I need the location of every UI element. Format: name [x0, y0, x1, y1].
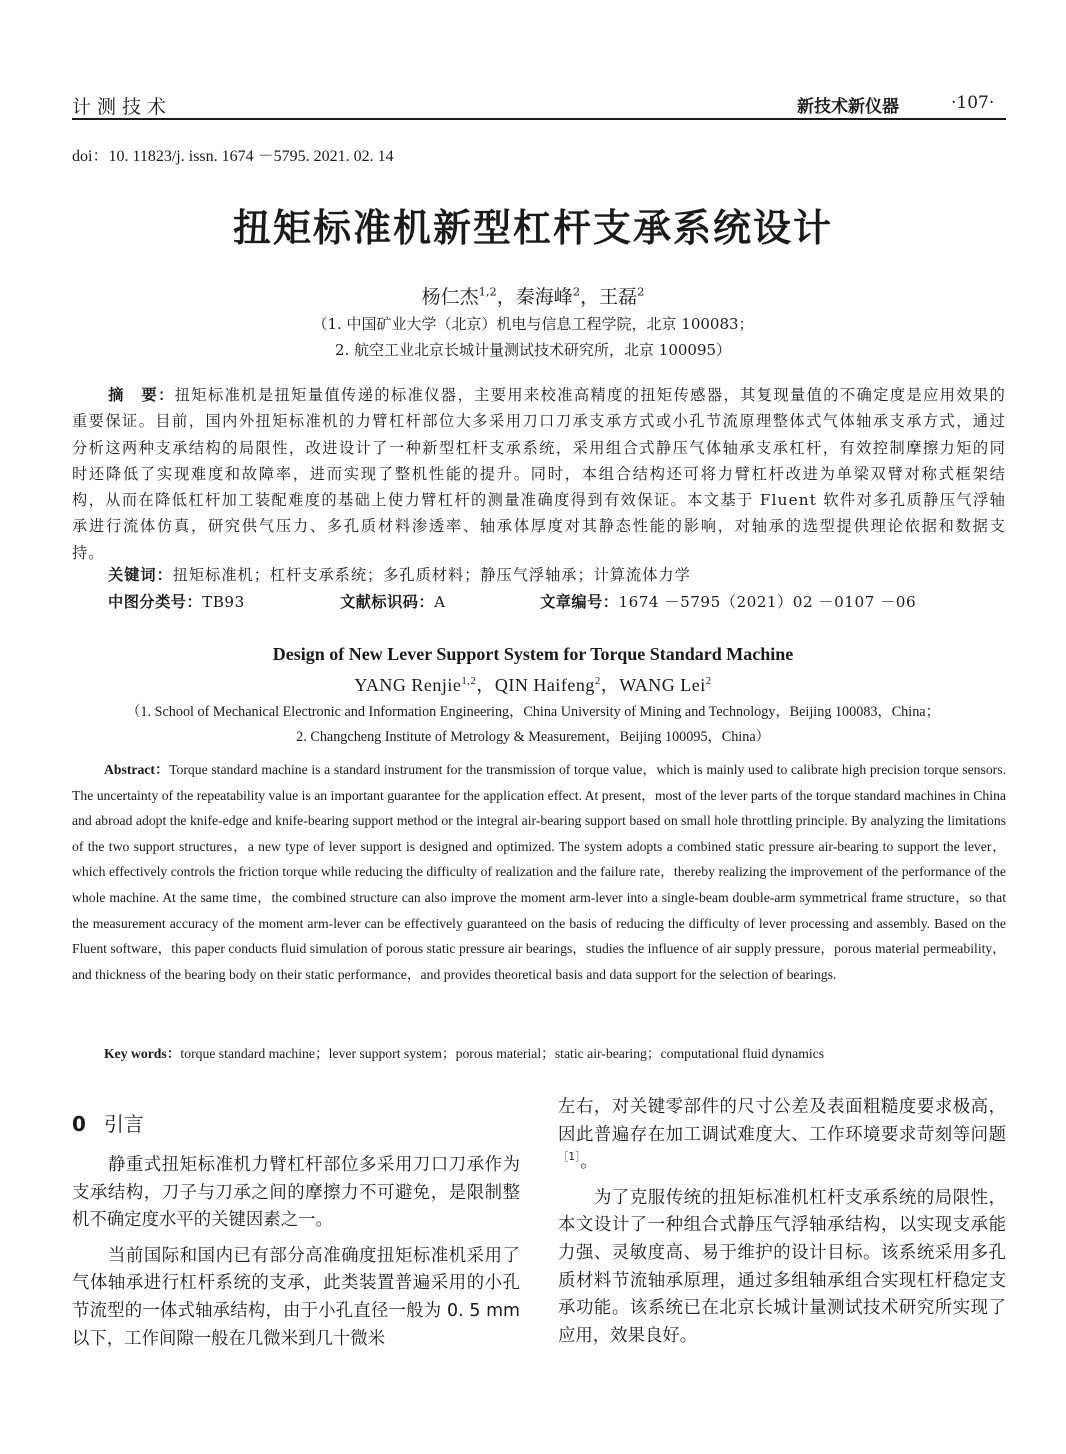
paragraph: 左右，对关键零部件的尺寸公差及表面粗糙度要求极高，因此普遍存在加工调试难度大、工作环境要求苛刻等问题$^{[1]}$。: [558, 1097, 1006, 1173]
page-number: ·107·: [951, 93, 995, 113]
keywords-cn: 关键词：扭矩标准机；杠杆支承系统；多孔质材料；静压气浮轴承；计算流体力学: [108, 566, 691, 584]
authors-en: YANG Renjie$^{1,2}$，QIN Haifeng$^2$，WANG Lei$^2$: [354, 675, 712, 695]
page-title: 扭矩标准机新型杠杆支承系统设计: [232, 206, 833, 250]
section-heading: 0 引言: [72, 1112, 144, 1136]
affiliation-cn-1: （1. 中国矿业大学（北京）机电与信息工程学院，北京 100083；: [312, 315, 754, 333]
title-en: Design of New Lever Support System for Torque Standard Machine: [272, 644, 794, 664]
abstract-en: [72, 757, 1006, 987]
clc-number: 中图分类号：TB93: [108, 593, 245, 611]
column-name: 新技术新仪器: [797, 97, 899, 117]
citation-ref: ［1］: [558, 1151, 581, 1164]
document-code: 文献标识码：A: [340, 593, 446, 611]
affiliation-cn-2: 2. 航空工业北京长城计量测试技术研究所，北京 100095）: [334, 341, 732, 359]
abstract-cn: [72, 382, 1006, 566]
body-column-right: [558, 1094, 1006, 1350]
affiliation-en-2: 2. Changcheng Institute of Metrology & Measurement，Beijing 100095，China）: [296, 729, 770, 745]
abstract-en-label: Abstract：: [104, 762, 170, 777]
journal-name: 计测技术: [72, 96, 173, 118]
body-column-left: [72, 1152, 520, 1353]
affiliation-en-1: （1. School of Mechanical Electronic and Information Engineering，China University of Mining and Technology，Beijing 100083，China；: [126, 704, 940, 720]
abstract-en-text: Torque standard machine is a standard instrument for the transmission of torque value，which is mainly used to calibrate high precision torque sensors. The uncertainty of the repeatability value is an important guarantee for the application effect. At present，most of the lever parts of the torque standard machines in China and abroad adopt the knife-edge and knife-bearing support method or the integral air-bearing support based on small hole throttling principle. By analyzing the limitations of the two support structures，a new type of lever support is designed and optimized. The system adopts a combined static pressure air-bearing to support the lever，which effectively controls the friction torque while reducing the difficulty of realization and the failure rate，thereby realizing the improvement of the performance of the whole machine. At the same time，the combined structure can also improve the moment arm-lever into a single-beam double-arm symmetrical frame structure，so that the measurement accuracy of the moment arm-lever can be effectively guaranteed on the basis of reducing the difficulty of lever processing and assembly. Based on the Fluent software，this paper conducts fluid simulation of porous static pressure air bearings，studies the influence of air supply pressure，porous material permeability，and thickness of the bearing body on their static performance，and provides theoretical basis and data support for the selection of bearings.: [72, 762, 1006, 982]
paragraph: 为了克服传统的扭矩标准机杠杆支承系统的局限性，本文设计了一种组合式静压气浮轴承结构，以实现支承能力强、灵敏度高、易于维护的设计目标。该系统采用多孔质材料节流轴承原理，通过多组轴承组合实现杠杆稳定支承功能。该系统已在北京长城计量测试技术研究所实现了应用，效果良好。: [558, 1187, 1006, 1346]
article-number: 文章编号：1674 －5795（2021）02 －0107 －06: [540, 593, 917, 611]
abstract-cn-label: 摘 要：: [108, 386, 175, 404]
keywords-en: Key words：torque standard machine；lever support system；porous material；static air-bearing；computational fluid dynamics: [104, 1046, 825, 1061]
doi: doi：10. 11823/j. issn. 1674 －5795. 2021. 02. 14: [72, 148, 394, 165]
authors-cn: 杨仁杰$^{1,2}$，秦海峰$^2$，王磊$^2$: [421, 284, 645, 308]
paragraph: 静重式扭矩标准机力臂杠杆部位多采用刀口刀承作为支承结构，刀子与刀承之间的摩擦力不可避免，是限制整机不确定度水平的关键因素之一。: [72, 1155, 520, 1231]
header-rule: [72, 118, 1006, 120]
paragraph: 当前国际和国内已有部分高准确度扭矩标准机采用了气体轴承进行杠杆系统的支承，此类装置普遍采用的小孔节流型的一体式轴承结构，由于小孔直径一般为 0. 5 mm 以下，工作间隙一般在几微米到几十微米: [72, 1245, 520, 1349]
abstract-cn-text: 扭矩标准机是扭矩量值传递的标准仪器，主要用来校准高精度的扭矩传感器，其复现量值的不确定度是应用效果的重要保证。目前，国内外扭矩标准机的力臂杠杆部位大多采用刀口刀承支承方式或小孔节流原理整体式气体轴承支承方式，通过分析这两种支承结构的局限性，改进设计了一种新型杠杆支承系统，采用组合式静压气体轴承支承杠杆，有效控制摩擦力矩的同时还降低了实现难度和故障率，进而实现了整机性能的提升。同时，本组合结构还可将力臂杠杆改进为单梁双臂对称式框架结构，从而在降低杠杆加工装配难度的基础上使力臂杠杆的测量准确度得到有效保证。本文基于 Fluent 软件对多孔质静压气浮轴承进行流体仿真，研究供气压力、多孔质材料渗透率、轴承体厚度对其静态性能的影响，对轴承的选型提供理论依据和数据支持。: [72, 386, 1006, 562]
